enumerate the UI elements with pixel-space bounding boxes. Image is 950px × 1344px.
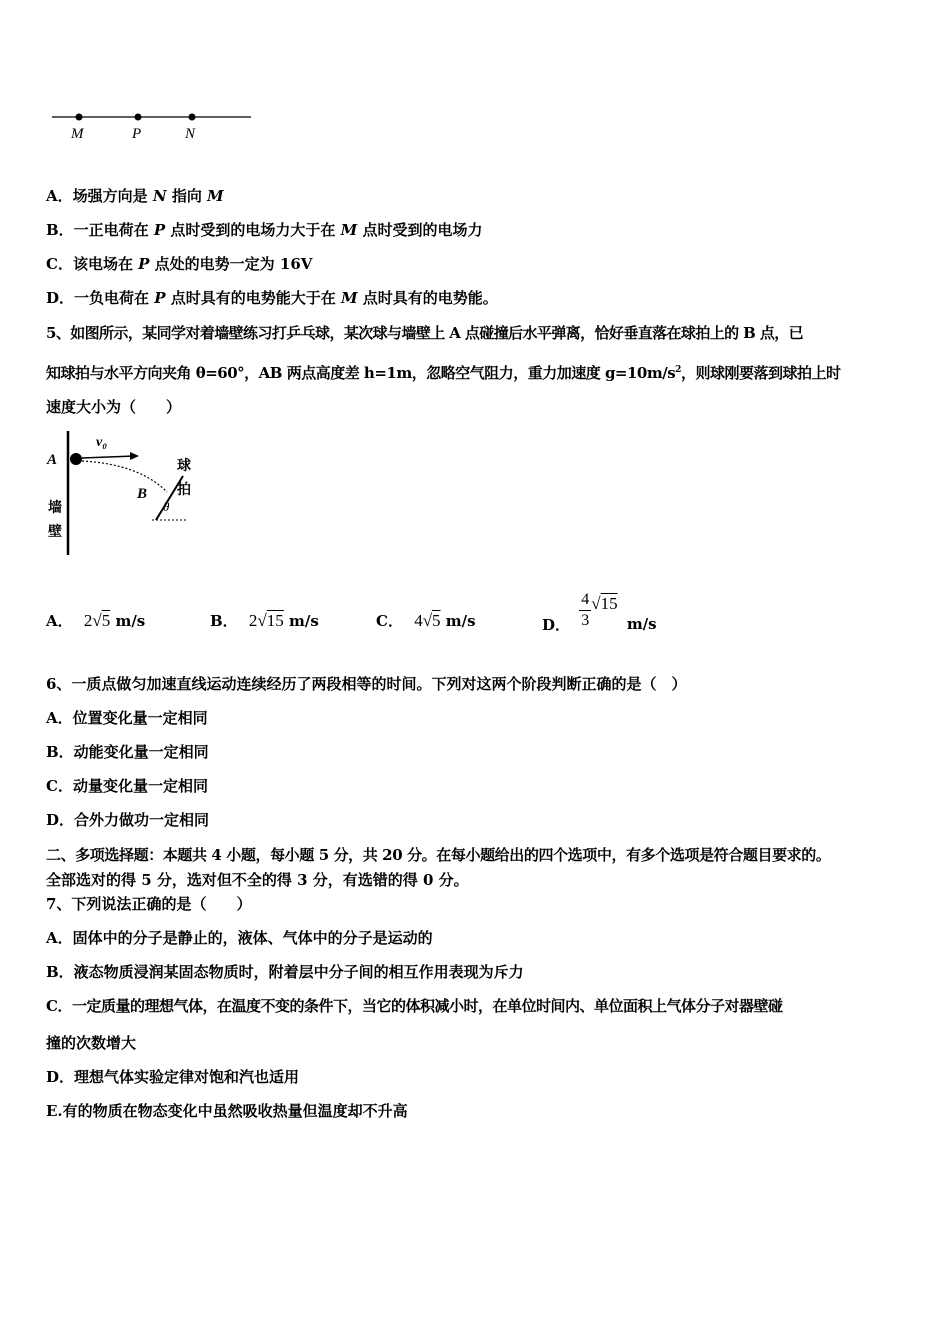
q7-option-d: D．理想气体实验定律对饱和汽也适用: [46, 1068, 300, 1086]
q6-option-b: B．动能变化量一定相同: [46, 743, 209, 761]
section2-heading-line2: 全部选对的得 5 分，选对但不全的得 3 分，有选错的得 0 分。: [46, 871, 469, 889]
q7-stem: 7、下列说法正确的是（ ）: [46, 895, 252, 913]
q7-option-c-line1: C．一定质量的理想气体，在温度不变的条件下，当它的体积减小时，在单位时间内、单位面积上气体分子对器壁碰: [46, 997, 783, 1015]
trajectory: [82, 461, 167, 492]
point-n: [189, 114, 196, 121]
q5-stem-line2: 知球拍与水平方向夹角 θ=60°，AB 两点高度差 h=1m，忽略空气阻力，重力加速度 $g=10m/s^2$，则球刚要落到球拍上时: [46, 364, 841, 382]
v0-arrow: [82, 456, 134, 458]
ball: [70, 453, 82, 465]
q5-option-c: C． 4√5 m/s: [376, 611, 476, 630]
pingpong-figure: [44, 428, 204, 560]
label-p: P: [132, 126, 142, 142]
q4-option-c: C．该电场在 P 点处的电势一定为 16V: [46, 255, 313, 273]
q5-option-b: B． 2√15 m/s: [210, 611, 319, 630]
q5-option-d: D． $\frac{4}{3}$ √15 m/s: [542, 591, 657, 634]
label-theta: θ: [163, 499, 170, 514]
section2-heading-line1: 二、多项选择题：本题共 4 小题，每小题 5 分，共 20 分。在每小题给出的四个选项中，有多个选项是符合题目要求的。: [46, 846, 831, 864]
label-m: M: [71, 126, 84, 142]
q5-stem-line1: 5、如图所示，某同学对着墙壁练习打乒乓球，某次球与墙壁上 A 点碰撞后水平弹离，恰好垂直落在球拍上的 B 点，已: [46, 324, 804, 342]
q7-option-a: A．固体中的分子是静止的，液体、气体中的分子是运动的: [46, 929, 433, 947]
label-bat-2: 拍: [177, 482, 191, 498]
q7-option-e: E.有的物质在物态变化中虽然吸收热量但温度却不升高: [46, 1102, 408, 1120]
label-n: N: [185, 126, 196, 142]
label-wall-2: 壁: [48, 524, 62, 540]
q6-option-a: A．位置变化量一定相同: [46, 709, 208, 727]
q4-option-b: B．一正电荷在 P 点时受到的电场力大于在 M 点时受到的电场力: [46, 221, 483, 239]
q6-option-d: D．合外力做功一定相同: [46, 811, 210, 829]
label-wall-1: 墙: [48, 500, 62, 516]
q6-stem: 6、一质点做匀加速直线运动连续经历了两段相等的时间。下列对这两个阶段判断正确的是（ ）: [46, 675, 687, 693]
label-v0: v₀: [96, 435, 108, 450]
q5-option-a: A． 2√5 m/s: [46, 611, 146, 630]
point-p: [135, 114, 142, 121]
v0-arrowhead: [130, 452, 139, 460]
label-a: A: [47, 452, 58, 468]
q5-stem-line3: 速度大小为（ ）: [46, 398, 182, 416]
q7-option-b: B．液态物质浸润某固态物质时，附着层中分子间的相互作用表现为斥力: [46, 963, 524, 981]
label-b: B: [137, 486, 148, 502]
q4-option-a: A．场强方向是 N 指向 M: [46, 187, 224, 205]
q7-option-c-line2: 撞的次数增大: [46, 1034, 137, 1052]
point-m: [76, 114, 83, 121]
q6-option-c: C．动量变化量一定相同: [46, 777, 208, 795]
q4-option-d: D．一负电荷在 P 点时具有的电势能大于在 M 点时具有的电势能。: [46, 289, 498, 307]
label-bat-1: 球: [177, 458, 191, 474]
mpn-figure: [48, 104, 258, 148]
